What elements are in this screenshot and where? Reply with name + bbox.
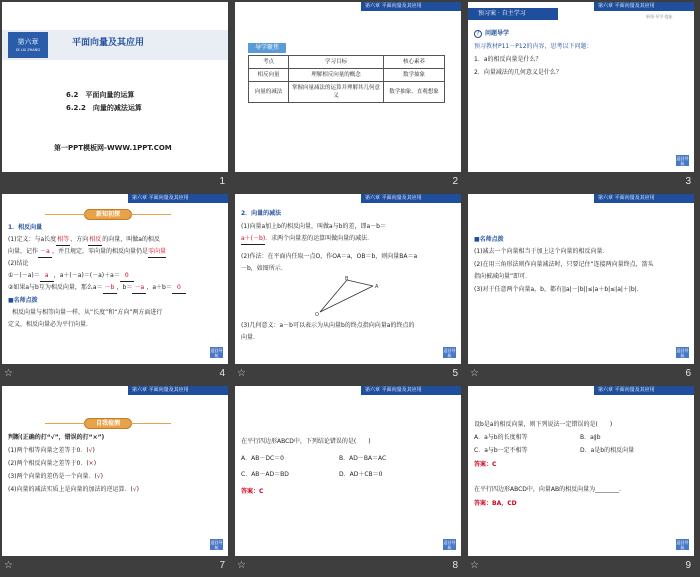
table-header: 核心素养 — [384, 56, 445, 69]
chapter-header: 第六章 平面向量及其应用 — [361, 386, 461, 395]
slide-cell-1[interactable] — [0, 0, 233, 192]
slide-footer — [466, 365, 699, 384]
star-icon[interactable]: ☆ — [470, 560, 479, 571]
text-line: (3)对于任意两个向量a，b，都有||a|－|b||≤|a＋b|≤|a|＋|b|． — [474, 286, 643, 293]
section-tag: 预习案 · 自主学习 — [468, 8, 558, 20]
answer: －a — [132, 283, 146, 294]
slide-number: 7 — [219, 560, 225, 571]
slide-number: 4 — [219, 368, 225, 379]
table-cell: 相反向量 — [249, 69, 289, 82]
answer-text: 答案：C — [241, 488, 264, 495]
slide-number: 1 — [219, 176, 225, 187]
line-notation — [8, 247, 166, 258]
slide-footer — [0, 557, 233, 576]
answer: a＋(－b) — [241, 234, 265, 245]
line-result-2 — [8, 283, 186, 294]
label-b: B — [345, 276, 349, 282]
slide-7[interactable] — [2, 386, 228, 556]
text-line: (1)向量a加上b的相反向量，叫做a与b的差，即a－b＝ — [241, 223, 386, 230]
judge-item — [8, 446, 95, 456]
text-line: (2)在用三角形法则作向量减法时，只要记住“连接两向量终点，箭头 — [474, 261, 654, 268]
slide-cell-8[interactable] — [233, 384, 466, 576]
heading: 判断(正确的打“√”，错误的打“×”) — [8, 434, 105, 441]
text-line: 指向被减向量”即可． — [474, 273, 532, 280]
option-d: D．a是b的相反向量 — [580, 447, 635, 454]
star-icon[interactable]: ☆ — [4, 368, 13, 379]
text: ) — [100, 473, 104, 480]
answer: －a — [38, 247, 52, 258]
text: ，a＋b＝ — [146, 284, 172, 291]
chapter-badge-sub: DI LIU ZHANG — [15, 48, 41, 52]
text: 的向量，叫做a的相反 — [102, 236, 160, 243]
question-text: 设b是a的相反向量，则下列说法一定错误的是( ) — [474, 421, 613, 428]
slide-footer — [233, 365, 466, 384]
tag-label: 自我检测 — [84, 418, 132, 429]
text-line: －b，如图所示． — [241, 265, 287, 272]
line-result-1 — [8, 271, 134, 282]
back-nav-button[interactable]: 返回导航 — [676, 348, 689, 358]
chapter-header: 第六章 平面向量及其应用 — [361, 2, 461, 11]
back-nav-button[interactable]: 返回导航 — [443, 348, 456, 358]
note-heading: ■名师点拨 — [8, 297, 38, 304]
chapter-header: 第六章 平面向量及其应用 — [594, 2, 694, 11]
option-a: A．a与b的长度相等 — [474, 434, 528, 441]
line-definition — [8, 235, 160, 246]
chapter-badge-label: 第六章 — [17, 38, 39, 46]
chapter-header: 第六章 平面向量及其应用 — [361, 194, 461, 203]
slide-title: 平面向量及其应用 — [72, 38, 145, 48]
answer-mark: √ — [96, 473, 101, 480]
text: ①－(－a)＝ — [8, 272, 40, 279]
note-line: 相反向量与相等向量一样，从“长度”和“方向”两方面进行 — [12, 309, 163, 316]
back-nav-button[interactable]: 返回导航 — [443, 540, 456, 550]
table-header: 学习目标 — [289, 56, 384, 69]
option-c: C．a与b一定不相等 — [474, 447, 528, 454]
table-cell: 理解相反向量的概念 — [289, 69, 384, 82]
text-line: 向量． — [241, 334, 260, 341]
text: 、方向 — [70, 236, 89, 243]
text: ) — [92, 447, 95, 454]
slide-footer — [466, 557, 699, 576]
text: (1)两个相等向量之差等于0．( — [8, 447, 89, 454]
chapter-header: 第六章 平面向量及其应用 — [594, 386, 694, 395]
slide-number: 6 — [685, 368, 691, 379]
option-c: C．AB－AD＝BD — [241, 471, 289, 478]
tag-right: 新课·导学·提能 — [646, 14, 673, 19]
back-nav-button[interactable]: 返回导航 — [676, 156, 689, 166]
label-a: A — [375, 284, 379, 290]
slide-cell-4[interactable] — [0, 192, 233, 384]
question-text: 在平行四边形ABCD中，下列结论错误的是( ) — [241, 438, 371, 445]
judge-item — [8, 459, 96, 469]
note-line: 定义，相反向量必为平行向量． — [8, 321, 93, 328]
table-cell: 向量的减法 — [249, 82, 289, 103]
text-line — [241, 234, 373, 245]
back-nav-button[interactable]: 返回导航 — [676, 540, 689, 550]
answer-mark: × — [88, 460, 94, 467]
answer: a — [40, 271, 54, 282]
answer: 0 — [172, 283, 186, 294]
text: (4)向量的减法实质上是向量的加法的逆运算．( — [8, 486, 133, 493]
answer-text: 答案：C — [474, 461, 497, 468]
star-icon[interactable]: ☆ — [237, 368, 246, 379]
slide-footer — [233, 173, 466, 192]
answer: 相等 — [56, 235, 70, 246]
question-1: 1．a的相反向量是什么？ — [474, 56, 542, 63]
tag-label: 新知初探 — [84, 209, 132, 220]
slide-footer — [466, 173, 699, 192]
table-cell: 掌握向量减法的运算并理解其几何意义 — [289, 82, 384, 103]
question-2: 2．向量减法的几何意义是什么？ — [474, 69, 562, 76]
slide-cell-5[interactable] — [233, 192, 466, 384]
text: 向量，记作 — [8, 248, 39, 255]
section-title: 6.2 平面向量的运算 — [66, 91, 135, 99]
heading: 1．相反向量 — [8, 224, 43, 231]
vector-diagram — [315, 276, 395, 318]
slide-8[interactable] — [235, 386, 461, 556]
slide-number: 9 — [685, 560, 691, 571]
text: ②如果a与b互为相反向量，那么a＝ — [8, 284, 103, 291]
vector-ob — [320, 280, 347, 312]
slide-2[interactable] — [235, 2, 461, 172]
table-cell: 数学抽象 — [384, 69, 445, 82]
text-line: (3)几何意义：a－b可以表示为从向量b的终点指向向量a的终点的 — [241, 322, 415, 329]
slide-6[interactable] — [468, 194, 694, 364]
answer: －b — [103, 283, 117, 294]
answer-mark: √ — [132, 486, 137, 493]
heading: ■名师点拨 — [474, 236, 504, 243]
tag-label: 导学聚焦 — [248, 43, 286, 53]
judge-item — [8, 472, 103, 482]
slide-4[interactable] — [2, 194, 228, 364]
answer-mark: √ — [88, 447, 93, 454]
slide-cell-7[interactable] — [0, 384, 233, 576]
question-text-2: 在平行四边形ABCD中，向量AB的相反向量为________． — [474, 486, 626, 493]
answer: 零向量 — [148, 247, 166, 258]
slide-cell-9[interactable] — [466, 384, 699, 576]
text: (3)两个向量的差仍是一个向量．( — [8, 473, 97, 480]
vector-oa — [320, 286, 373, 312]
back-nav-button[interactable]: 返回导航 — [210, 540, 223, 550]
slide-number: 2 — [452, 176, 458, 187]
text: ，并且规定，零向量的相反向量仍是 — [52, 248, 149, 255]
text: ) — [136, 486, 140, 493]
star-icon[interactable]: ☆ — [470, 368, 479, 379]
option-a: A．AB－DC＝0 — [241, 455, 284, 462]
answer-text-2: 答案：BA，CD — [474, 500, 517, 507]
text: ) — [93, 460, 97, 467]
heading: 2．向量的减法 — [241, 210, 282, 217]
text-line: (2)作法：在平面内任取一点O，作OA＝a，OB＝b，则向量BA＝a — [241, 253, 418, 260]
label-o: O — [315, 312, 319, 318]
watermark: 第一PPT模板网-WWW.1PPT.COM — [54, 144, 172, 152]
vector-ba — [347, 280, 373, 286]
text: ，a＋(－a)＝(－a)＋a＝ — [53, 272, 120, 279]
question-icon: ? — [474, 30, 482, 38]
star-icon[interactable]: ☆ — [237, 560, 246, 571]
slide-number: 5 — [452, 368, 458, 379]
table-cell: 数学抽象、直观想象 — [384, 82, 445, 103]
text: (2)两个相反向量之差等于0．( — [8, 460, 89, 467]
question-title: 问题导学 — [485, 30, 510, 37]
objectives-table — [248, 55, 445, 103]
subsection-title: 6.2.2 向量的减法运算 — [66, 104, 142, 112]
text-line: (1)减去一个向量相当于加上这个向量的相反向量． — [474, 248, 609, 255]
slide-cell-2[interactable] — [233, 0, 466, 192]
question-intro: 预习教材P11－P12的内容，思考以下问题： — [474, 43, 593, 50]
slide-footer — [233, 557, 466, 576]
slide-9[interactable] — [468, 386, 694, 556]
slide-number: 3 — [685, 176, 691, 187]
chapter-header: 第六章 平面向量及其应用 — [128, 194, 228, 203]
star-icon[interactable]: ☆ — [4, 560, 13, 571]
slide-footer — [0, 173, 233, 192]
option-d: D．AD＋CB＝0 — [339, 471, 383, 478]
chapter-header: 第六章 平面向量及其应用 — [594, 194, 694, 203]
chapter-badge — [8, 32, 48, 58]
text: ，b＝ — [116, 284, 133, 291]
judge-item — [8, 485, 139, 495]
text: (1)定义：与a长度 — [8, 236, 57, 243]
table-header: 考点 — [249, 56, 289, 69]
text: ．求两个向量差的运算叫做向量的减法． — [265, 235, 374, 242]
answer: 相反 — [88, 235, 102, 246]
slide-5[interactable] — [235, 194, 461, 364]
answer: 0 — [120, 271, 134, 282]
slide-footer — [0, 365, 233, 384]
slide-cell-6[interactable] — [466, 192, 699, 384]
slide-3[interactable] — [468, 2, 694, 172]
option-b: B．a∥b — [580, 434, 601, 441]
slide-1[interactable] — [2, 2, 228, 172]
line-conclusion: (2)结论 — [8, 260, 29, 267]
slide-cell-3[interactable] — [466, 0, 699, 192]
option-b: B．AD－BA＝AC — [339, 455, 387, 462]
slide-number: 8 — [452, 560, 458, 571]
back-nav-button[interactable]: 返回导航 — [210, 348, 223, 358]
chapter-header: 第六章 平面向量及其应用 — [128, 386, 228, 395]
